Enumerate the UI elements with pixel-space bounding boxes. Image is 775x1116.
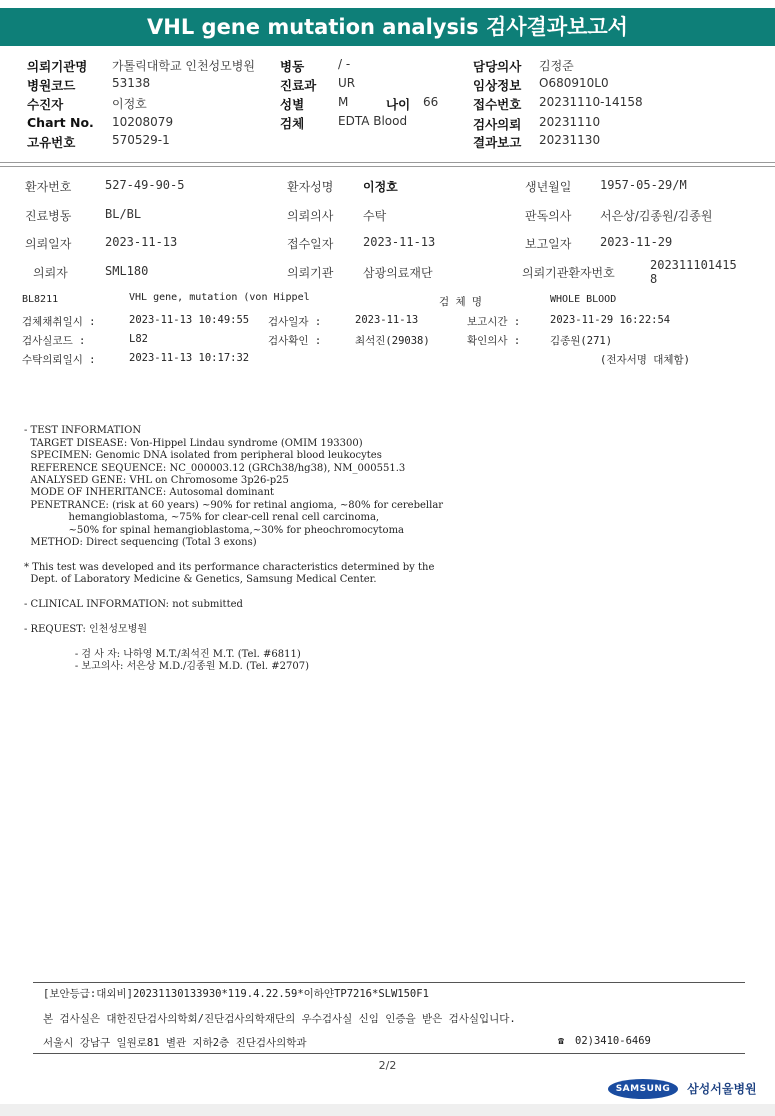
footer-divider-bottom <box>33 1053 745 1054</box>
report-line: TARGET DISEASE: Von-Hippel Lindau syndrome (OMIM 193300) <box>24 437 363 449</box>
hospital-logo <box>608 1078 757 1099</box>
label-department: 진료과 <box>280 78 317 93</box>
lab-address: 서울시 강남구 일원로81 별관 지하2층 진단검사의학과 <box>43 1037 307 1049</box>
value-test-check: 최석진(29038) <box>355 335 430 347</box>
value-collection-time: 2023-11-13 10:49:55 <box>129 314 250 326</box>
test-name: VHL gene, mutation (von Hippel <box>129 292 310 303</box>
value-report-time: 2023-11-29 16:22:54 <box>550 314 671 326</box>
report-line: - CLINICAL INFORMATION: not submitted <box>24 599 243 611</box>
value-hospital-code: 53138 <box>112 76 151 90</box>
value-patient: 이정호 <box>112 97 147 111</box>
value-doctor: 김정준 <box>539 59 574 73</box>
label-report-date: 보고일자 <box>525 237 572 251</box>
label-chart-no: Chart No. <box>27 115 94 130</box>
value-unique-no: 570529-1 <box>112 133 170 147</box>
report-line: Dept. of Laboratory Medicine & Genetics, Samsung Medical Center. <box>24 574 377 586</box>
report-line: PENETRANCE: (risk at 60 years) ~90% for retinal angioma, ~80% for cerebellar <box>24 499 444 511</box>
footer-divider-top <box>33 982 745 983</box>
e-signature-note: (전자서명 대체함) <box>600 354 690 366</box>
value-patient-name: 이정호 <box>363 180 398 194</box>
value-patient-number: 527-49-90-5 <box>105 178 185 192</box>
value-request-date: 2023-11-13 <box>105 235 178 249</box>
report-line: * This test was developed and its performance characteristics determined by the <box>24 561 435 573</box>
label-sex: 성별 <box>280 97 305 112</box>
value-department: UR <box>338 76 356 90</box>
label-confirming-doctor: 확인의사 : <box>467 335 521 347</box>
report-line: ~50% for spinal hemangioblastoma,~30% for pheochromocytoma <box>24 524 405 536</box>
report-line: - 검 사 자: 나하영 M.T./최석진 M.T. (Tel. #6811) <box>24 648 301 660</box>
label-reading-doctor: 판독의사 <box>525 209 572 223</box>
label-test-date: 검사일자 : <box>268 316 322 328</box>
label-patient-number: 환자번호 <box>25 180 72 194</box>
label-receipt-date: 접수일자 <box>287 237 334 251</box>
value-result-report: 20231130 <box>539 133 601 147</box>
label-requester: 의뢰자 <box>33 266 68 280</box>
value-institution-patient-no-cont: 8 <box>650 272 658 286</box>
certification-text: 본 검사실은 대한진단검사의학회/진단검사의학재단의 우수검사실 신임 인증을 받은 검사실입니다. <box>43 1013 516 1025</box>
bottom-band <box>0 1104 775 1116</box>
report-line: - TEST INFORMATION <box>24 425 142 437</box>
label-doctor: 담당의사 <box>473 59 522 74</box>
label-specimen-name: 검 체 명 <box>439 296 483 308</box>
value-report-date: 2023-11-29 <box>600 235 673 249</box>
value-care-ward: BL/BL <box>105 207 142 221</box>
label-requesting-institution: 의뢰기관 <box>287 266 334 280</box>
value-birthdate: 1957-05-29/M <box>600 178 687 192</box>
label-ward: 병동 <box>280 59 305 74</box>
report-body <box>24 413 443 686</box>
label-care-ward: 진료병동 <box>25 209 72 223</box>
hospital-name: 삼성서울병원 <box>687 1082 757 1096</box>
label-test-request: 검사의뢰 <box>473 117 522 132</box>
label-lab-code: 검사실코드 : <box>22 335 86 347</box>
label-age: 나이 <box>386 97 411 112</box>
value-clinical-info: O680910L0 <box>539 76 609 90</box>
value-sex: M <box>338 95 349 109</box>
label-result-report: 결과보고 <box>473 135 522 150</box>
report-line: MODE OF INHERITANCE: Autosomal dominant <box>24 487 275 499</box>
label-clinical-info: 임상정보 <box>473 78 522 93</box>
report-line <box>24 636 443 648</box>
test-code: BL8211 <box>22 294 59 305</box>
value-specimen-name: WHOLE BLOOD <box>550 294 617 305</box>
label-birthdate: 생년월일 <box>525 180 572 194</box>
value-receipt-no: 20231110-14158 <box>539 95 643 109</box>
report-line: SPECIMEN: Genomic DNA isolated from peripheral blood leukocytes <box>24 450 382 462</box>
report-line <box>24 611 443 623</box>
report-line: - 보고의사: 서은상 M.D./김종원 M.D. (Tel. #2707) <box>24 661 309 673</box>
samsung-logo-icon: SAMSUNG <box>608 1079 678 1099</box>
label-requesting-doctor: 의뢰의사 <box>287 209 334 223</box>
label-request-date: 의뢰일자 <box>25 237 72 251</box>
value-contract-request-time: 2023-11-13 10:17:32 <box>129 352 250 364</box>
label-report-time: 보고시간 : <box>467 316 521 328</box>
label-patient: 수진자 <box>27 97 64 112</box>
report-line: hemangioblastoma, ~75% for clear-cell renal cell carcinoma, <box>24 512 380 524</box>
value-reading-doctor: 서은상/김종원/김종원 <box>600 209 713 223</box>
report-line <box>24 549 443 561</box>
label-unique-no: 고유번호 <box>27 135 76 150</box>
lab-phone: 02)3410-6469 <box>575 1035 651 1047</box>
value-chart-no: 10208079 <box>112 115 174 129</box>
value-test-date: 2023-11-13 <box>355 314 419 326</box>
header-divider-bottom <box>0 166 775 167</box>
value-requester: SML180 <box>105 264 149 278</box>
header-divider-top <box>0 162 775 163</box>
value-receipt-date: 2023-11-13 <box>363 235 436 249</box>
value-confirming-doctor: 김종원(271) <box>550 335 613 347</box>
report-line: ANALYSED GENE: VHL on Chromosome 3p26-p25 <box>24 475 289 487</box>
value-test-request: 20231110 <box>539 115 601 129</box>
label-hospital-code: 병원코드 <box>27 78 76 93</box>
phone-icon: ☎ <box>558 1036 565 1047</box>
value-institution-patient-no: 202311101415 <box>650 258 737 272</box>
report-line: REFERENCE SEQUENCE: NC_000003.12 (GRCh38/hg38), NM_000551.3 <box>24 462 406 474</box>
value-lab-code: L82 <box>129 333 148 345</box>
label-institution: 의뢰기관명 <box>27 59 88 74</box>
report-line <box>24 587 443 599</box>
value-requesting-institution: 삼광의료재단 <box>363 266 433 280</box>
report-title: VHL gene mutation analysis 검사결과보고서 <box>0 8 775 46</box>
value-requesting-doctor: 수탁 <box>363 209 387 223</box>
page-number: 2/2 <box>378 1059 397 1072</box>
value-age: 66 <box>423 95 439 109</box>
label-institution-patient-no: 의뢰기관환자번호 <box>522 266 615 280</box>
label-patient-name: 환자성명 <box>287 180 334 194</box>
value-specimen: EDTA Blood <box>338 114 408 128</box>
label-contract-request-time: 수탁의뢰일시 : <box>22 354 96 366</box>
label-receipt-no: 접수번호 <box>473 97 522 112</box>
label-collection-time: 검체채취일시 : <box>22 316 96 328</box>
value-institution: 가톨릭대학교 인천성모병원 <box>112 59 255 73</box>
report-line: METHOD: Direct sequencing (Total 3 exons) <box>24 537 257 549</box>
security-line: [보안등급:대외비]20231130133930*119.4.22.59*이하얀TP7216*SLW150F1 <box>43 988 429 1000</box>
value-ward: / - <box>338 57 351 71</box>
label-test-check: 검사확인 : <box>268 335 322 347</box>
label-specimen: 검체 <box>280 116 305 131</box>
report-line: - REQUEST: 인천성모병원 <box>24 623 147 635</box>
